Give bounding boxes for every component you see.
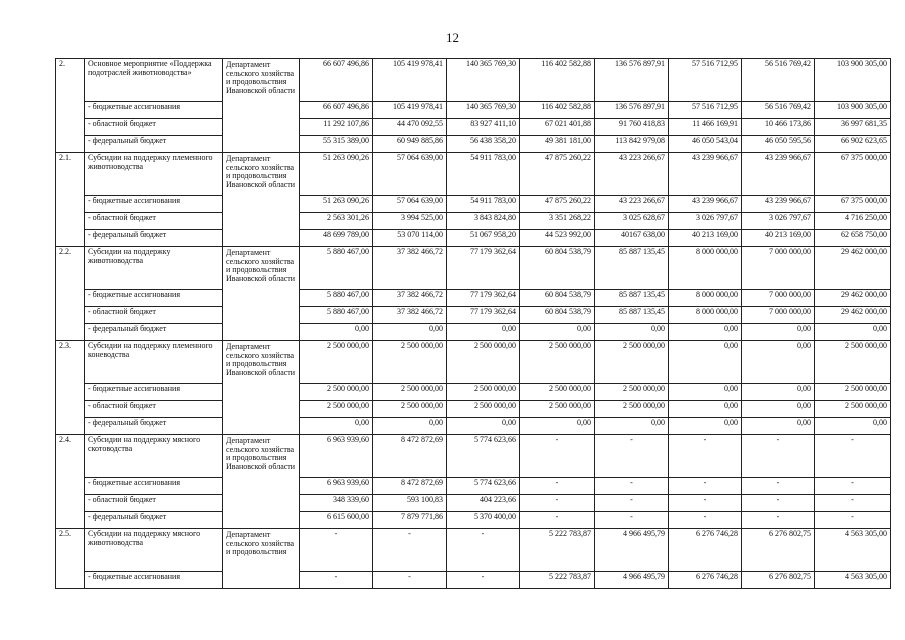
section-total-cell: 8 472 872,69 (373, 435, 447, 478)
budget-cell: 29 462 000,00 (815, 290, 891, 307)
page-number: 12 (446, 30, 459, 45)
budget-cell: 3 843 824,80 (447, 213, 520, 230)
budget-cell: 5 370 400,00 (447, 512, 520, 529)
section-total-cell: 8 000 000,00 (669, 247, 742, 290)
budget-cell: - (520, 512, 595, 529)
budget-cell: - (595, 478, 669, 495)
budget-row (56, 196, 891, 213)
budget-cell: 11 292 107,86 (300, 119, 373, 136)
section-total-cell: 54 911 783,00 (447, 153, 520, 196)
budget-cell: 5 880 467,00 (300, 290, 373, 307)
section-total-cell: - (447, 529, 520, 572)
budget-cell: 4 966 495,79 (595, 572, 669, 589)
budget-cell: 55 315 389,00 (300, 136, 373, 153)
budget-row (56, 401, 891, 418)
budget-cell: 6 963 939,60 (300, 478, 373, 495)
budget-cell: 57 064 639,00 (373, 196, 447, 213)
section-total-cell: 2 500 000,00 (373, 341, 447, 384)
budget-row (56, 478, 891, 495)
section-total-cell: 103 900 305,00 (815, 59, 891, 102)
section-total-cell: 6 276 746,28 (669, 529, 742, 572)
budget-cell: 46 050 595,56 (742, 136, 815, 153)
budget-cell: 2 500 000,00 (815, 401, 891, 418)
section-total-cell: 85 887 135,45 (595, 247, 669, 290)
budget-cell: 0,00 (742, 401, 815, 418)
budget-cell: 54 911 783,00 (447, 196, 520, 213)
budget-cell: 3 025 628,67 (595, 213, 669, 230)
section-total-cell: 47 875 260,22 (520, 153, 595, 196)
budget-row-label: - областной бюджет (85, 213, 223, 230)
department: Департамент сельского хозяйства и продовольствия Ивановской области (223, 153, 300, 247)
budget-cell: 2 500 000,00 (815, 384, 891, 401)
section-total-cell: 2 500 000,00 (815, 341, 891, 384)
section-total-cell: 57 516 712,95 (669, 59, 742, 102)
section-title-row (56, 529, 891, 572)
budget-cell: 6 615 600,00 (300, 512, 373, 529)
budget-row-label: - федеральный бюджет (85, 230, 223, 247)
section-total-cell: 51 263 090,26 (300, 153, 373, 196)
section-total-cell: 56 516 769,42 (742, 59, 815, 102)
section-total-cell: 4 966 495,79 (595, 529, 669, 572)
budget-cell: 40 213 169,00 (742, 230, 815, 247)
budget-cell: 44 470 092,55 (373, 119, 447, 136)
section-total-cell: - (520, 435, 595, 478)
budget-cell: 0,00 (669, 401, 742, 418)
budget-cell: 0,00 (595, 418, 669, 435)
budget-row (56, 213, 891, 230)
budget-cell: 2 500 000,00 (300, 401, 373, 418)
budget-cell: 2 500 000,00 (300, 384, 373, 401)
budget-cell: - (669, 495, 742, 512)
budget-cell: 2 563 301,26 (300, 213, 373, 230)
section-total-cell: 77 179 362,64 (447, 247, 520, 290)
section-total-cell: - (595, 435, 669, 478)
budget-row-label: - областной бюджет (85, 307, 223, 324)
budget-row (56, 102, 891, 119)
section-number: 2. (56, 59, 85, 153)
section-number: 2.4. (56, 435, 85, 529)
budget-table (55, 58, 891, 589)
budget-cell: - (669, 512, 742, 529)
budget-cell: 3 026 797,67 (742, 213, 815, 230)
section-total-cell: - (669, 435, 742, 478)
budget-cell: 49 381 181,00 (520, 136, 595, 153)
section-title: Субсидии на поддержку племенного коневодства (85, 341, 223, 384)
budget-cell: 0,00 (742, 418, 815, 435)
budget-cell: 67 021 401,88 (520, 119, 595, 136)
section-number: 2.2. (56, 247, 85, 341)
budget-cell: 2 500 000,00 (373, 401, 447, 418)
budget-cell: 37 382 466,72 (373, 307, 447, 324)
budget-cell: 0,00 (815, 418, 891, 435)
budget-cell: - (520, 478, 595, 495)
section-number: 2.1. (56, 153, 85, 247)
section-total-cell: 6 963 939,60 (300, 435, 373, 478)
section-total-cell: 37 382 466,72 (373, 247, 447, 290)
section-total-cell: - (815, 435, 891, 478)
budget-cell: 4 716 250,00 (815, 213, 891, 230)
budget-cell: 0,00 (815, 324, 891, 341)
section-total-cell: 7 000 000,00 (742, 247, 815, 290)
budget-cell: - (742, 478, 815, 495)
budget-cell: 2 500 000,00 (595, 401, 669, 418)
section-total-cell: 29 462 000,00 (815, 247, 891, 290)
section-title-row (56, 247, 891, 290)
budget-row (56, 495, 891, 512)
section-total-cell: 2 500 000,00 (520, 341, 595, 384)
section-total-cell: 116 402 582,88 (520, 59, 595, 102)
section-title: Субсидии на поддержку мясного животноводства (85, 529, 223, 572)
budget-cell: 62 658 750,00 (815, 230, 891, 247)
budget-cell: 29 462 000,00 (815, 307, 891, 324)
budget-cell: - (815, 512, 891, 529)
section-title: Субсидии на поддержку мясного скотоводства (85, 435, 223, 478)
budget-cell: 103 900 305,00 (815, 102, 891, 119)
department: Департамент сельского хозяйства и продовольствия Ивановской области (223, 59, 300, 153)
budget-cell: 47 875 260,22 (520, 196, 595, 213)
budget-row (56, 324, 891, 341)
budget-cell: 43 239 966,67 (669, 196, 742, 213)
budget-cell: - (595, 512, 669, 529)
budget-row-label: - областной бюджет (85, 119, 223, 136)
budget-cell: 0,00 (669, 384, 742, 401)
section-total-cell: 43 239 966,67 (742, 153, 815, 196)
section-total-cell: 66 607 496,86 (300, 59, 373, 102)
budget-cell: 2 500 000,00 (595, 384, 669, 401)
budget-row (56, 136, 891, 153)
budget-row-label: - федеральный бюджет (85, 512, 223, 529)
budget-row (56, 418, 891, 435)
budget-cell: 77 179 362,64 (447, 290, 520, 307)
section-total-cell: 2 500 000,00 (447, 341, 520, 384)
budget-cell: - (520, 495, 595, 512)
budget-cell: 0,00 (520, 324, 595, 341)
budget-cell: 51 263 090,26 (300, 196, 373, 213)
budget-cell: - (669, 478, 742, 495)
budget-cell: - (815, 495, 891, 512)
section-number: 2.3. (56, 341, 85, 435)
budget-cell: 10 466 173,86 (742, 119, 815, 136)
budget-cell: 83 927 411,10 (447, 119, 520, 136)
budget-cell: 3 351 268,22 (520, 213, 595, 230)
section-total-cell: 60 804 538,79 (520, 247, 595, 290)
section-total-cell: 6 276 802,75 (742, 529, 815, 572)
budget-cell: 2 500 000,00 (447, 401, 520, 418)
budget-cell: 66 902 623,65 (815, 136, 891, 153)
budget-cell: 85 887 135,45 (595, 290, 669, 307)
budget-cell: 43 239 966,67 (742, 196, 815, 213)
budget-cell: 37 382 466,72 (373, 290, 447, 307)
budget-cell: 46 050 543,04 (669, 136, 742, 153)
budget-row-label: - областной бюджет (85, 495, 223, 512)
section-total-cell: 57 064 639,00 (373, 153, 447, 196)
budget-cell: 0,00 (300, 418, 373, 435)
budget-cell: - (815, 478, 891, 495)
budget-cell: - (742, 512, 815, 529)
budget-cell: 0,00 (595, 324, 669, 341)
budget-cell: 0,00 (373, 324, 447, 341)
section-total-cell: 2 500 000,00 (595, 341, 669, 384)
budget-cell: 44 523 992,00 (520, 230, 595, 247)
section-title-row (56, 435, 891, 478)
budget-cell: 2 500 000,00 (520, 384, 595, 401)
section-title-row (56, 341, 891, 384)
budget-cell: 5 880 467,00 (300, 307, 373, 324)
budget-cell: 348 339,60 (300, 495, 373, 512)
department: Департамент сельского хозяйства и продовольствия Ивановской области (223, 247, 300, 341)
budget-cell: 60 949 885,86 (373, 136, 447, 153)
budget-cell: 51 067 958,20 (447, 230, 520, 247)
section-total-cell: 5 774 623,66 (447, 435, 520, 478)
budget-cell: 7 879 771,86 (373, 512, 447, 529)
budget-cell: 2 500 000,00 (447, 384, 520, 401)
budget-cell: 116 402 582,88 (520, 102, 595, 119)
section-total-cell: 5 880 467,00 (300, 247, 373, 290)
budget-cell: 0,00 (742, 324, 815, 341)
section-total-cell: 67 375 000,00 (815, 153, 891, 196)
budget-cell: 57 516 712,95 (669, 102, 742, 119)
budget-cell: 6 276 746,28 (669, 572, 742, 589)
section-total-cell: - (300, 529, 373, 572)
budget-cell: 53 070 114,00 (373, 230, 447, 247)
budget-cell: 3 994 525,00 (373, 213, 447, 230)
budget-cell: 5 222 783,87 (520, 572, 595, 589)
budget-cell: 0,00 (669, 418, 742, 435)
budget-cell: - (300, 572, 373, 589)
budget-cell: 60 804 538,79 (520, 290, 595, 307)
budget-row (56, 307, 891, 324)
budget-cell: 40 213 169,00 (669, 230, 742, 247)
budget-cell: 0,00 (447, 418, 520, 435)
section-total-cell: 43 239 966,67 (669, 153, 742, 196)
budget-cell: 48 699 789,00 (300, 230, 373, 247)
budget-cell: 8 000 000,00 (669, 307, 742, 324)
budget-cell: 5 774 623,66 (447, 478, 520, 495)
budget-cell: 0,00 (447, 324, 520, 341)
budget-cell: 3 026 797,67 (669, 213, 742, 230)
budget-cell: 8 000 000,00 (669, 290, 742, 307)
budget-row (56, 512, 891, 529)
section-total-cell: 0,00 (742, 341, 815, 384)
budget-row (56, 290, 891, 307)
department: Департамент сельского хозяйства и продовольствия (223, 529, 300, 589)
section-total-cell: 4 563 305,00 (815, 529, 891, 572)
budget-cell: 0,00 (742, 384, 815, 401)
budget-cell: 2 500 000,00 (373, 384, 447, 401)
budget-row (56, 230, 891, 247)
section-title: Субсидии на поддержку племенного животноводства (85, 153, 223, 196)
section-total-cell: 2 500 000,00 (300, 341, 373, 384)
budget-row-label: - бюджетные ассигнования (85, 196, 223, 213)
budget-cell: 0,00 (373, 418, 447, 435)
section-number: 2.5. (56, 529, 85, 589)
budget-cell: - (595, 495, 669, 512)
budget-cell: - (742, 495, 815, 512)
section-total-cell: - (742, 435, 815, 478)
budget-cell: 56 438 358,20 (447, 136, 520, 153)
department: Департамент сельского хозяйства и продовольствия Ивановской области (223, 341, 300, 435)
budget-row-label: - бюджетные ассигнования (85, 384, 223, 401)
budget-cell: 404 223,66 (447, 495, 520, 512)
budget-cell: 0,00 (520, 418, 595, 435)
budget-cell: 91 760 418,83 (595, 119, 669, 136)
budget-row-label: - федеральный бюджет (85, 324, 223, 341)
budget-cell: 77 179 362,64 (447, 307, 520, 324)
section-title-row (56, 59, 891, 102)
budget-row-label: - бюджетные ассигнования (85, 572, 223, 589)
budget-row-label: - федеральный бюджет (85, 136, 223, 153)
section-total-cell: 140 365 769,30 (447, 59, 520, 102)
section-title: Основное мероприятие «Поддержка подотраслей животноводства» (85, 59, 223, 102)
budget-cell: 105 419 978,41 (373, 102, 447, 119)
budget-cell: 36 997 681,35 (815, 119, 891, 136)
budget-row-label: - бюджетные ассигнования (85, 478, 223, 495)
budget-row (56, 384, 891, 401)
budget-cell: 7 000 000,00 (742, 290, 815, 307)
budget-cell: 85 887 135,45 (595, 307, 669, 324)
budget-row (56, 119, 891, 136)
budget-cell: 4 563 305,00 (815, 572, 891, 589)
section-total-cell: 43 223 266,67 (595, 153, 669, 196)
budget-cell: 66 607 496,86 (300, 102, 373, 119)
budget-cell: 2 500 000,00 (520, 401, 595, 418)
section-total-cell: 0,00 (669, 341, 742, 384)
budget-row-label: - бюджетные ассигнования (85, 102, 223, 119)
section-total-cell: 105 419 978,41 (373, 59, 447, 102)
budget-cell: 136 576 897,91 (595, 102, 669, 119)
budget-cell: 7 000 000,00 (742, 307, 815, 324)
budget-cell: - (447, 572, 520, 589)
budget-cell: 11 466 169,91 (669, 119, 742, 136)
budget-cell: 6 276 802,75 (742, 572, 815, 589)
section-total-cell: - (373, 529, 447, 572)
budget-cell: 593 100,83 (373, 495, 447, 512)
budget-cell: - (373, 572, 447, 589)
budget-cell: 43 223 266,67 (595, 196, 669, 213)
section-total-cell: 5 222 783,87 (520, 529, 595, 572)
budget-cell: 0,00 (669, 324, 742, 341)
section-total-cell: 136 576 897,91 (595, 59, 669, 102)
budget-cell: 40167 638,00 (595, 230, 669, 247)
budget-cell: 60 804 538,79 (520, 307, 595, 324)
department: Департамент сельского хозяйства и продовольствия Ивановской области (223, 435, 300, 529)
budget-row-label: - федеральный бюджет (85, 418, 223, 435)
budget-cell: 140 365 769,30 (447, 102, 520, 119)
budget-cell: 0,00 (300, 324, 373, 341)
budget-row-label: - бюджетные ассигнования (85, 290, 223, 307)
section-title-row (56, 153, 891, 196)
budget-cell: 8 472 872,69 (373, 478, 447, 495)
section-title: Субсидии на поддержку животноводства (85, 247, 223, 290)
budget-row-label: - областной бюджет (85, 401, 223, 418)
budget-row (56, 572, 891, 589)
budget-cell: 113 842 979,08 (595, 136, 669, 153)
budget-cell: 56 516 769,42 (742, 102, 815, 119)
budget-cell: 67 375 000,00 (815, 196, 891, 213)
